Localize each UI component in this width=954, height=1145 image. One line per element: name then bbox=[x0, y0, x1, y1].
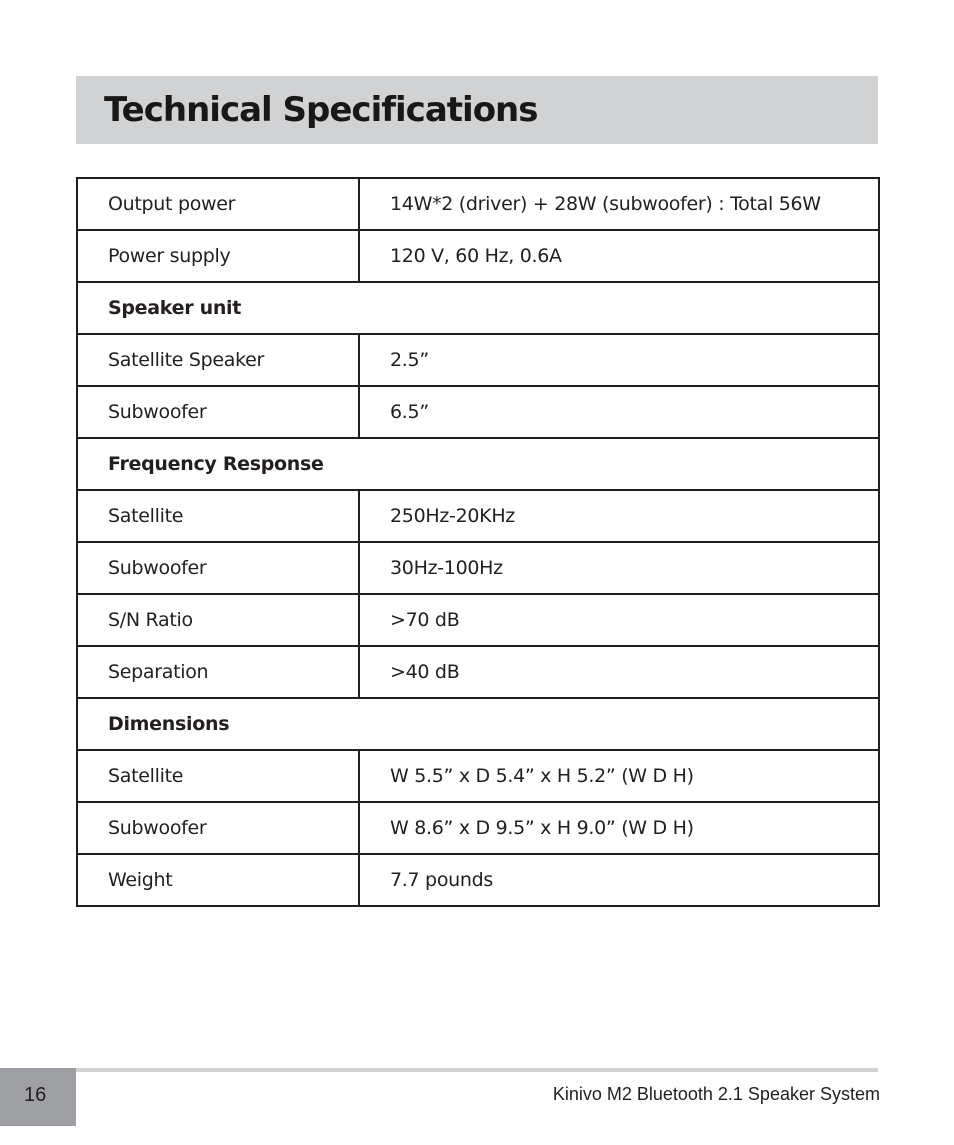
table-row bbox=[77, 334, 879, 386]
page-title: Technical Specifications bbox=[104, 90, 538, 130]
spec-value: 250Hz-20KHz bbox=[359, 490, 879, 542]
spec-value: 14W*2 (driver) + 28W (subwoofer) : Total 56W bbox=[359, 178, 879, 230]
table-row bbox=[77, 594, 879, 646]
spec-value: >70 dB bbox=[359, 594, 879, 646]
spec-label: S/N Ratio bbox=[77, 594, 359, 646]
page-number: 16 bbox=[24, 1084, 47, 1106]
table-row bbox=[77, 542, 879, 594]
title-band bbox=[76, 76, 878, 144]
table-row bbox=[77, 386, 879, 438]
footer-product-name: Kinivo M2 Bluetooth 2.1 Speaker System bbox=[552, 1084, 880, 1104]
spec-value: 2.5” bbox=[359, 334, 879, 386]
section-heading: Dimensions bbox=[77, 698, 879, 750]
spec-value: 6.5” bbox=[359, 386, 879, 438]
spec-label: Power supply bbox=[77, 230, 359, 282]
spec-label: Weight bbox=[77, 854, 359, 906]
page-number-box bbox=[0, 1068, 76, 1126]
specifications-table bbox=[76, 177, 880, 907]
table-row bbox=[77, 178, 879, 230]
table-row bbox=[77, 802, 879, 854]
section-heading: Speaker unit bbox=[77, 282, 879, 334]
spec-label: Satellite Speaker bbox=[77, 334, 359, 386]
section-heading: Frequency Response bbox=[77, 438, 879, 490]
spec-value: 30Hz-100Hz bbox=[359, 542, 879, 594]
spec-label: Output power bbox=[77, 178, 359, 230]
table-row bbox=[77, 646, 879, 698]
spec-label: Satellite bbox=[77, 750, 359, 802]
spec-label: Subwoofer bbox=[77, 802, 359, 854]
spec-label: Satellite bbox=[77, 490, 359, 542]
spec-value: W 8.6” x D 9.5” x H 9.0” (W D H) bbox=[359, 802, 879, 854]
spec-value: 7.7 pounds bbox=[359, 854, 879, 906]
spec-label: Separation bbox=[77, 646, 359, 698]
table-row bbox=[77, 854, 879, 906]
spec-value: 120 V, 60 Hz, 0.6A bbox=[359, 230, 879, 282]
section-row bbox=[77, 282, 879, 334]
footer-divider bbox=[76, 1068, 878, 1072]
spec-label: Subwoofer bbox=[77, 542, 359, 594]
spec-label: Subwoofer bbox=[77, 386, 359, 438]
table-row bbox=[77, 750, 879, 802]
section-row bbox=[77, 438, 879, 490]
table-row bbox=[77, 490, 879, 542]
section-row bbox=[77, 698, 879, 750]
table-row bbox=[77, 230, 879, 282]
spec-value: W 5.5” x D 5.4” x H 5.2” (W D H) bbox=[359, 750, 879, 802]
spec-value: >40 dB bbox=[359, 646, 879, 698]
